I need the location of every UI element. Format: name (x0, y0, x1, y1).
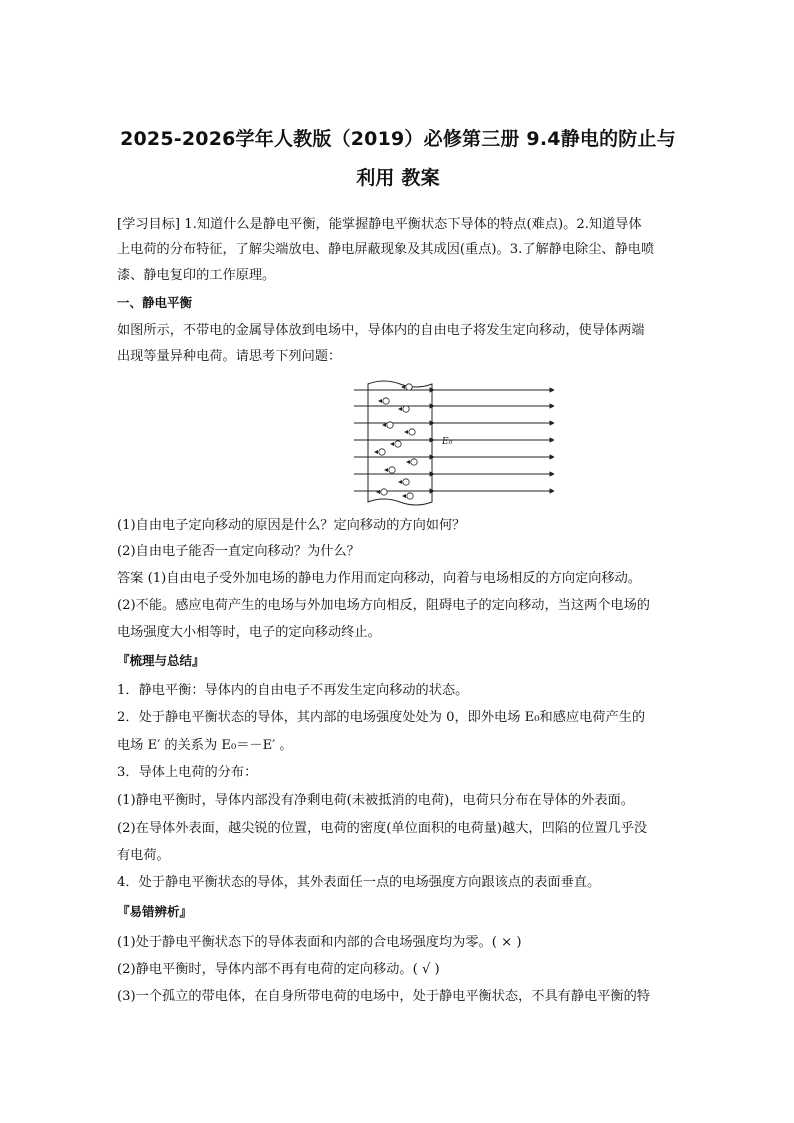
error-item-2: (2)静电平衡时，导体内部不再有电荷的定向移动。( √ ) (117, 962, 440, 977)
summary-item-3-2-line-1: (2)在导体外表面，越尖锐的位置，电荷的密度(单位面积的电荷量)越大，凹陷的位置几乎没 (117, 821, 648, 836)
document-title-line-1: 2025-2026学年人教版（2019）必修第三册 9.4静电的防止与 (120, 128, 676, 150)
field-label-e0: E₀ (442, 437, 453, 447)
summary-item-3-1: (1)静电平衡时，导体内部没有净剩电荷(未被抵消的电荷)，电荷只分布在导体的外表面。 (117, 793, 634, 808)
answer-line-3: 电场强度大小相等时，电子的定向移动终止。 (117, 625, 381, 640)
section-heading-electrostatic-equilibrium: 一、静电平衡 (117, 295, 193, 310)
summary-item-3: 3．导体上电荷的分布： (117, 765, 258, 780)
question-1: (1)自由电子定向移动的原因是什么？定向移动的方向如何？ (117, 518, 466, 533)
learning-objectives-line-2: 上电荷的分布特征，了解尖端放电、静电屏蔽现象及其成因(重点)。3.了解静电除尘、静电喷 (117, 242, 655, 257)
learning-objectives-line-1: [学习目标] 1.知道什么是静电平衡，能掌握静电平衡状态下导体的特点(难点)。2.知道导体 (117, 217, 642, 232)
summary-item-2-line-2: 电场 E′ 的关系为 E₀＝－E′ 。 (117, 738, 293, 753)
summary-item-4: 4．处于静电平衡状态的导体，其外表面任一点的电场强度方向跟该点的表面垂直。 (117, 875, 601, 890)
section-paragraph-line-2: 出现等量异种电荷。请思考下列问题： (117, 349, 342, 364)
question-2: (2)自由电子能否一直定向移动？为什么？ (117, 544, 360, 559)
summary-heading: 『梳理与总结』 (117, 653, 205, 668)
answer-line-2: (2)不能。感应电荷产生的电场与外加电场方向相反，阻碍电子的定向移动，当这两个电场的 (117, 598, 650, 613)
error-item-3: (3)一个孤立的带电体，在自身所带电荷的电场中，处于静电平衡状态，不具有静电平衡的特 (117, 989, 650, 1004)
field-lines (354, 390, 554, 491)
answer-line-1: 答案 (1)自由电子受外加电场的静电力作用而定向移动，向着与电场相反的方向定向移动。 (117, 571, 641, 586)
free-electrons (379, 384, 417, 499)
learning-objectives-line-3: 漆、静电复印的工作原理。 (117, 268, 276, 283)
summary-item-3-2-line-2: 有电荷。 (117, 848, 170, 863)
conductor-in-field-figure (354, 378, 554, 508)
section-paragraph-line-1: 如图所示，不带电的金属导体放到电场中，导体内的自由电子将发生定向移动，使导体两端 (117, 323, 645, 338)
error-item-1: (1)处于静电平衡状态下的导体表面和内部的合电场强度均为零。( × ) (117, 935, 522, 950)
summary-item-2-line-1: 2．处于静电平衡状态的导体，其内部的电场强度处处为 0，即外电场 E₀和感应电荷产生的 (117, 710, 646, 725)
summary-item-1: 1．静电平衡：导体内的自由电子不再发生定向移动的状态。 (117, 683, 469, 698)
document-title-line-2: 利用 教案 (356, 167, 440, 189)
error-analysis-heading: 『易错辨析』 (117, 904, 193, 919)
